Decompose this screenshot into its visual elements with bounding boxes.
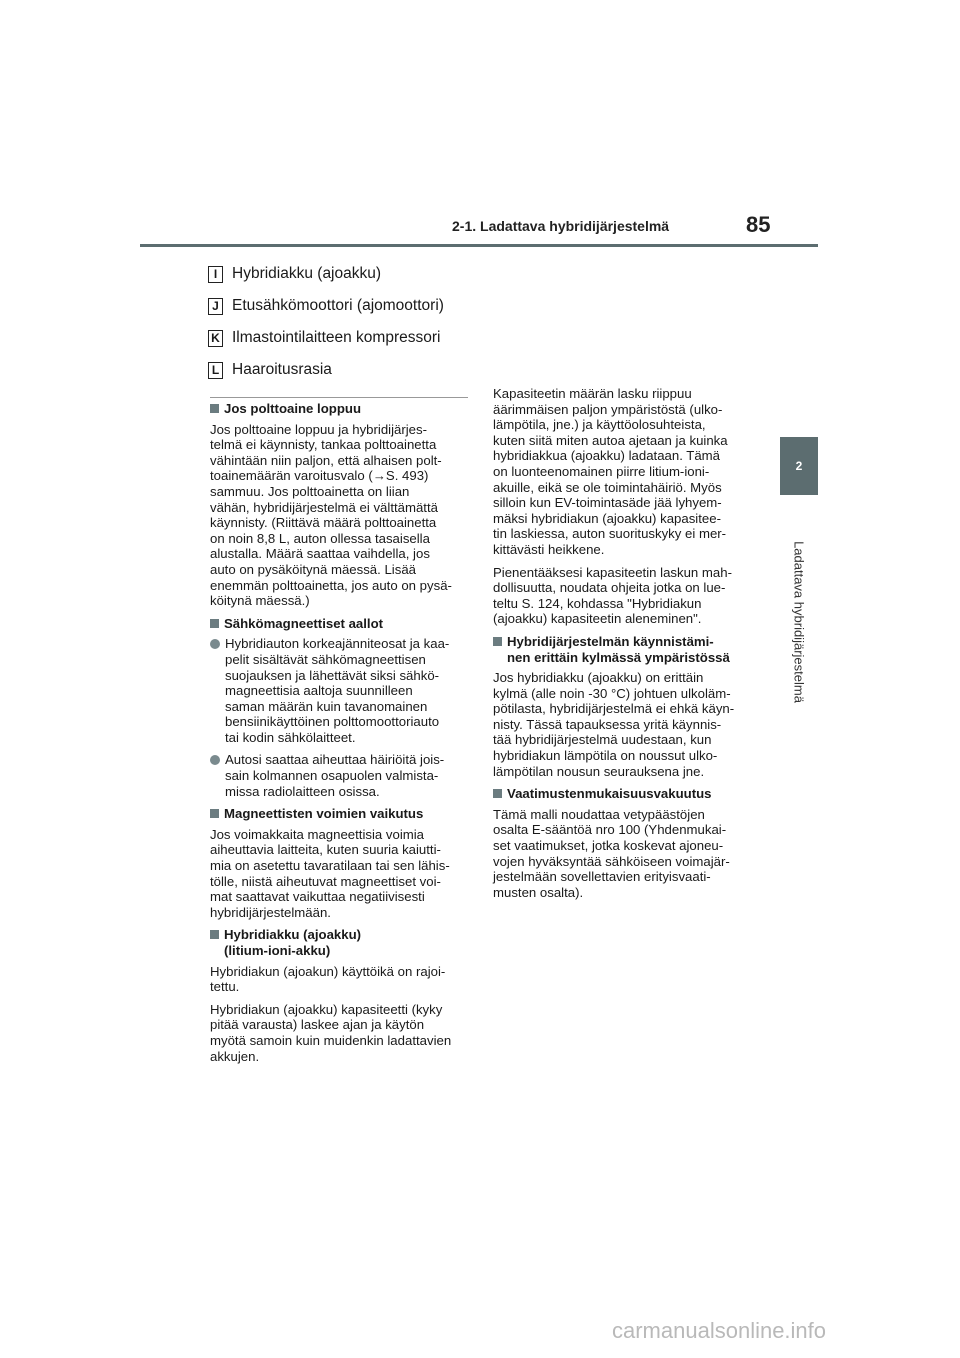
page-number: 85 — [746, 212, 771, 237]
fuel-text: Jos polttoaine loppuu ja hybridijärjes- telmä ei käynnisty, tankaa polttoainetta vähintään niin paljon, että alhaisen polt- toainemäärän varoitusvalo (→S. 493) sammuu. Jos polttoainetta on liian vähän, hybridijärjestelmä ei välttämättä käynnisty. (Riittävä määrä polttoainetta on noin 8,8 L, auton ollessa tasaisella alustalla. Määrä saattaa vaihdella, jos auto on pysäköitynä mäessä. Lisää enemmän polttoainetta, jos auto on pysä- köitynä mäessä.) — [210, 421, 452, 609]
heading-text: Sähkömagneettiset aallot — [224, 615, 384, 631]
heading-text: Jos polttoaine loppuu — [224, 401, 361, 416]
magnets-text: Jos voimakkaita magneettisia voimia aiheuttavia laitteita, kuten suuria kaiutti- mia on asetettu tavaratilaan tai sen lähis- tölle, niistä aiheutuvat magneettiset voi- mat saattavat vaikuttaa negatiivisesti hybridijärjestelmään. — [210, 826, 450, 920]
square-bullet-icon — [493, 789, 502, 798]
compliance-text: Tämä malli noudattaa vetypäästöjen osalta E-sääntöä nro 100 (Yhdenmukai- set vaatimukset, jotka koskevat ajoneu- vojen hyväksyntää sähköiseen voimajär- jestelmään sovellettavien erityisvaati- musten osalta). — [493, 806, 730, 900]
bullet-item — [210, 636, 472, 745]
heading-text: Magneettisten voimien vaikutus — [224, 806, 424, 822]
legend-label: Haaroitusrasia — [232, 361, 332, 378]
cold-start-text: Jos hybridiakku (ajoakku) on erittäin kylmä (alle noin -30 °C) johtuen ulkoläm- pötilasta, hybridijärjestelmä ei ehkä käyn- nisty. Tässä tapauksessa yritä käynnis- tää hybridijärjestelmä uudestaan, kun hybridiakun lämpötila on noussut ulko- lämpötilan nousun seurauksena jne. — [493, 670, 735, 779]
circle-bullet-icon — [210, 639, 220, 649]
em-waves-heading — [210, 616, 472, 632]
header-rule — [140, 244, 818, 247]
section-title: 2-1. Ladattava hybridijärjestelmä — [452, 218, 670, 234]
watermark-link[interactable]: carmanualsonline.info — [612, 1318, 827, 1343]
bullet-item — [210, 752, 472, 799]
capacity-text: Kapasiteetin määrän lasku riippuu äärimmäisen paljon ympäristöstä (ulko- lämpötila, jne.) ja käyttöolosuhteista, kuten siitä miten autoa ajetaan ja kuinka hybridiakkua (ajoakku) ladataan. Tämä on luonteenomainen piirre litium-ioni- akuille, eikä se ole toimintahäiriö. Myös silloin kun EV-toimintasäde jää lyhyem- mäksi hybridiakun (ajoakku) kapasitee- tin laskiessa, auton suorituskyky ei mer- kittävästi heikkene. — [493, 386, 728, 557]
battery-text: Hybridiakun (ajoakun) käyttöikä on rajoi- tettu. — [210, 963, 446, 995]
right-column — [493, 386, 757, 907]
legend-marker: J — [208, 298, 223, 315]
column-divider — [210, 397, 468, 398]
heading-text: Vaatimustenmukaisuusvakuutus — [507, 786, 712, 802]
component-legend — [208, 258, 444, 386]
legend-marker: I — [208, 266, 223, 283]
legend-item — [208, 290, 444, 322]
circle-bullet-icon — [210, 755, 220, 765]
legend-item — [208, 354, 444, 386]
capacity-text: Pienentääksesi kapasiteetin laskun mah- dollisuutta, noudata ohjeita jotka on lue- teltu S. 124, kohdassa "Hybridiakun (ajoakku) kapasiteetin aleneminen". — [493, 564, 732, 627]
bullet-text: Autosi saattaa aiheuttaa häiriöitä jois- sain kolmannen osapuolen valmista- missa radiolaitteen osissa. — [225, 752, 445, 799]
legend-item — [208, 258, 444, 290]
battery-text: Hybridiakun (ajoakku) kapasiteetti (kyky pitää varausta) laskee ajan ja käytön myötä samoin kuin muidenkin ladattavien akkujen. — [210, 1001, 452, 1064]
fuel-heading — [210, 401, 472, 417]
square-bullet-icon — [210, 809, 219, 818]
legend-label: Etusähkömoottori (ajomoottori) — [232, 297, 444, 314]
square-bullet-icon — [210, 404, 219, 413]
compliance-heading — [493, 786, 757, 802]
chapter-tab[interactable]: 2 — [780, 437, 818, 495]
magnets-heading — [210, 806, 472, 822]
legend-marker: L — [208, 362, 223, 379]
chapter-label: Ladattava hybridijärjestelmä — [791, 541, 807, 703]
square-bullet-icon — [210, 930, 219, 939]
bullet-text: Hybridiauton korkeajänniteosat ja kaa- pelit sisältävät sähkömagneettisen suojauksen ja lähettävät siksi sähkö- magneettisia aaltoja suunnilleen saman määrän kuin tavanomainen bensiinikäyttöinen polttomoottoriauto tai kodin sähkölaitteet. — [225, 636, 450, 745]
heading-text: Hybridiakku (ajoakku) (litium-ioni-akku) — [224, 927, 362, 958]
legend-marker: K — [208, 330, 223, 347]
legend-label: Ilmastointilaitteen kompressori — [232, 329, 441, 346]
legend-label: Hybridiakku (ajoakku) — [232, 265, 382, 282]
battery-heading — [210, 927, 472, 958]
cold-start-heading — [493, 634, 757, 665]
square-bullet-icon — [210, 619, 219, 628]
square-bullet-icon — [493, 637, 502, 646]
left-column — [210, 401, 472, 1071]
heading-text: Hybridijärjestelmän käynnistämi- nen erittäin kylmässä ympäristössä — [507, 633, 730, 665]
legend-item — [208, 322, 444, 354]
